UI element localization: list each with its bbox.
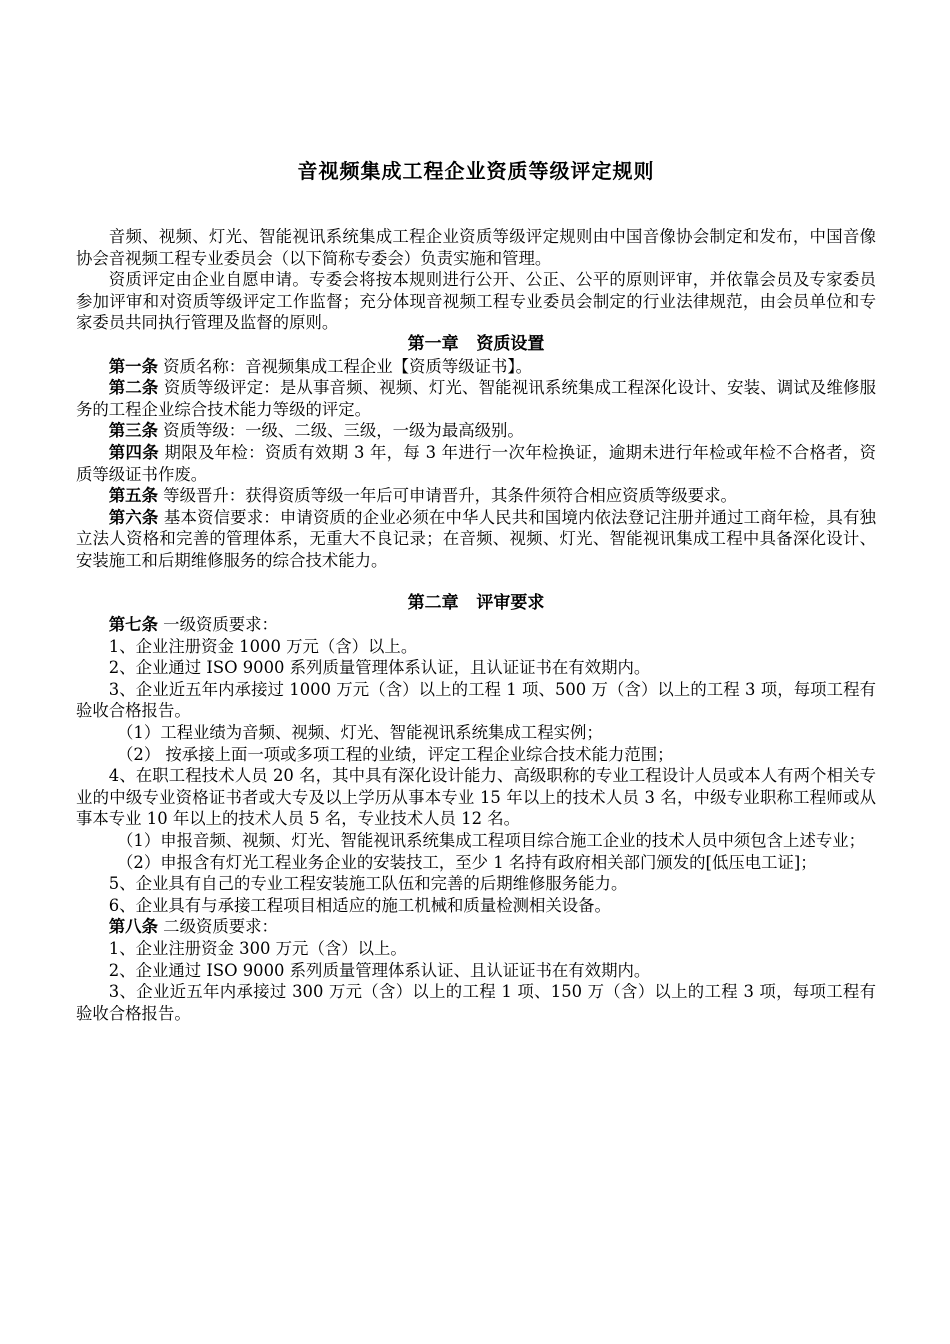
requirement-item: 6、企业具有与承接工程项目相适应的施工机械和质量检测相关设备。 (108, 895, 611, 915)
requirement-item: 1、企业注册资金 1000 万元（含）以上。 (108, 636, 418, 656)
article (76, 916, 876, 938)
article (76, 420, 876, 442)
article (76, 442, 876, 485)
article-text: 资质名称：音视频集成工程企业【资质等级证书】。 (157, 356, 532, 376)
article (76, 614, 876, 636)
article-label: 第六条 (108, 507, 159, 527)
requirement-subitem: （1）工程业绩为音频、视频、灯光、智能视讯系统集成工程实例； (117, 723, 603, 743)
intro-paragraph: 音频、视频、灯光、智能视讯系统集成工程企业资质等级评定规则由中国音像协会制定和发布，中国音像协会音视频工程专业委员会（以下简称专委会）负责实施和管理。 (76, 227, 876, 268)
requirement-item: 3、企业近五年内承接过 300 万元（含）以上的工程 1 项、150 万（含）以上的工程 3 项，每项工程有验收合格报告。 (76, 982, 876, 1023)
chapter-heading: 第二章 评审要求 (407, 592, 545, 613)
article (76, 377, 876, 420)
article-label: 第八条 (108, 917, 158, 937)
article-text: 资质等级评定：是从事音频、视频、灯光、智能视讯系统集成工程深化设计、安装、调试及维修服务的工程企业综合技术能力等级的评定。 (76, 378, 876, 419)
article (76, 507, 876, 572)
article-label: 第五条 (108, 486, 158, 506)
article-text: 一级资质要求： (157, 615, 278, 635)
article-text: 资质等级：一级、二级、三级，一级为最高级别。 (157, 421, 524, 441)
article-label: 第七条 (108, 615, 158, 635)
article-label: 第一条 (108, 356, 158, 376)
requirement-item: 2、企业通过 ISO 9000 系列质量管理体系认证、且认证证书在有效期内。 (108, 960, 651, 980)
chapter-heading: 第一章 资质设置 (407, 333, 545, 354)
article (76, 485, 876, 507)
requirement-item: 3、企业近五年内承接过 1000 万元（含）以上的工程 1 项、500 万（含）以上的工程 3 项，每项工程有验收合格报告。 (76, 679, 876, 721)
article-text: 二级资质要求： (157, 917, 278, 937)
article-text: 期限及年检：资质有效期 3 年，每 3 年进行一次年检换证，逾期未进行年检或年检不合格者，资质等级证书作废。 (76, 442, 877, 484)
intro-paragraph: 资质评定由企业自愿申请。专委会将按本规则进行公开、公正、公平的原则评审，并依靠会员及专家委员参加评审和对资质等级评定工作监督；充分体现音视频工程专业委员会制定的行业法律规范，由会员单位和专家委员共同执行管理及监督的原则。 (76, 270, 876, 333)
requirement-item: 1、企业注册资金 300 万元（含）以上。 (108, 939, 407, 958)
requirement-subitem: （1）申报音频、视频、灯光、智能视讯系统集成工程项目综合施工企业的技术人员中须包含上述专业； (117, 831, 866, 851)
requirement-subitem: （2）申报含有灯光工程业务企业的安装技工，至少 1 名持有政府相关部门颁发的[低压电工证]； (117, 852, 817, 872)
article-label: 第二条 (108, 378, 159, 398)
requirement-item: 2、企业通过 ISO 9000 系列质量管理体系认证，且认证证书在有效期内。 (108, 658, 651, 678)
article-label: 第四条 (108, 442, 159, 462)
requirement-subitem: （2） 按承接上面一项或多项工程的业绩，评定工程企业综合技术能力范围； (117, 744, 674, 764)
document-page (76, 0, 876, 1344)
document-body (76, 226, 876, 1024)
article (76, 356, 876, 378)
requirement-item: 4、在职工程技术人员 20 名，其中具有深化设计能力、高级职称的专业工程设计人员或本人有两个相关专业的中级专业资格证书者或大专及以上学历从事本专业 15 年以上的技术人员 3 名，中级专业职称工程师或从事本专业 10 年以上的技术人员 5 名，专业技术人员 12 名。 (76, 766, 876, 829)
document-title: 音视频集成工程企业资质等级评定规则 (297, 159, 655, 183)
requirement-item: 5、企业具有自己的专业工程安装施工队伍和完善的后期维修服务能力。 (108, 874, 628, 894)
article-text: 基本资信要求：申请资质的企业必须在中华人民共和国境内依法登记注册并通过工商年检，具有独立法人资格和完善的管理体系，无重大不良记录；在音频、视频、灯光、智能视讯集成工程中具备深化设计、安装施工和后期维修服务的综合技术能力。 (76, 507, 876, 570)
article-text: 等级晋升：获得资质等级一年后可申请晋升，其条件须符合相应资质等级要求。 (157, 486, 737, 506)
article-label: 第三条 (108, 421, 158, 441)
